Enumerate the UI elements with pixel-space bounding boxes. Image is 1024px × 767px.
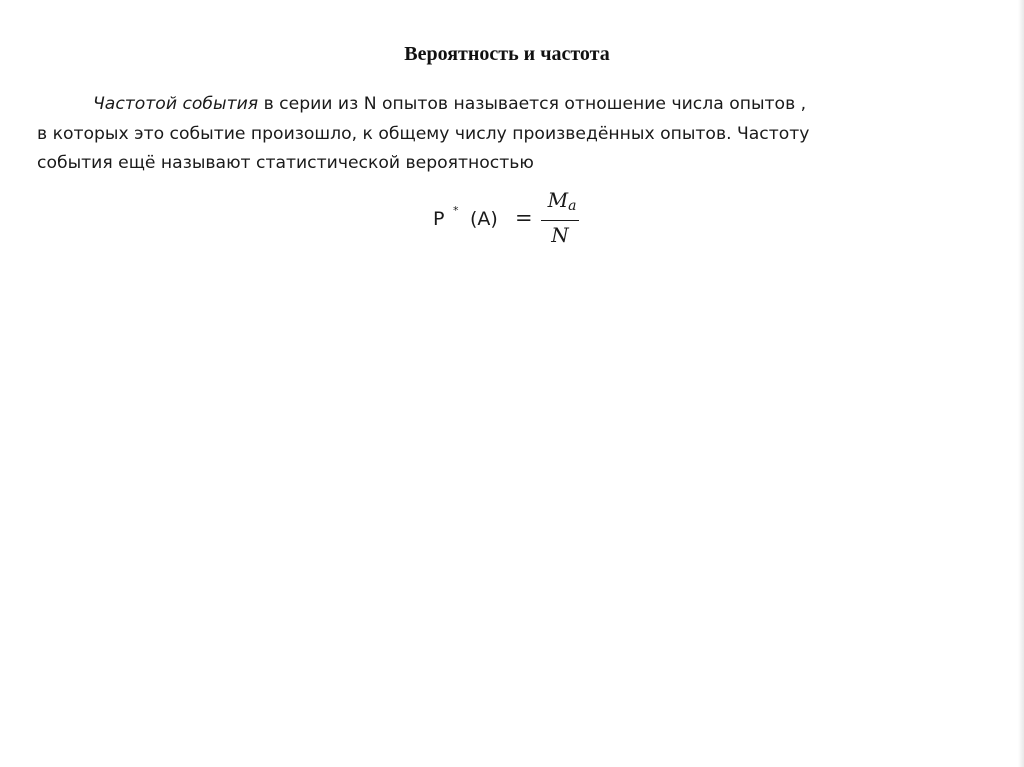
defined-term: Частотой события: [93, 94, 259, 114]
paragraph-line-1-rest: в серии из N опытов называется отношение числа опытов ,: [258, 94, 807, 114]
paragraph-line-2: в которых это событие произошло, к общему числу произведённых опытов. Частоту: [37, 123, 810, 144]
formula-denominator: N: [551, 223, 569, 247]
formula-numerator-main: M: [547, 188, 569, 212]
formula-probability-symbol: P: [433, 208, 445, 230]
paragraph-line-3: события ещё называют статистической вероятностью: [37, 153, 534, 173]
formula-fraction-bar: [541, 220, 579, 221]
slide-title: Вероятность и частота: [404, 43, 610, 65]
slide-edge-shadow: [1018, 0, 1024, 767]
formula-star: *: [453, 204, 459, 217]
formula-numerator: [543, 188, 581, 214]
formula-argument: (A): [470, 208, 498, 230]
paragraph-line-1: [93, 90, 993, 120]
definition-paragraph: [37, 90, 993, 179]
formula-numerator-subscript: a: [568, 198, 577, 214]
formula-equals: =: [515, 206, 533, 230]
